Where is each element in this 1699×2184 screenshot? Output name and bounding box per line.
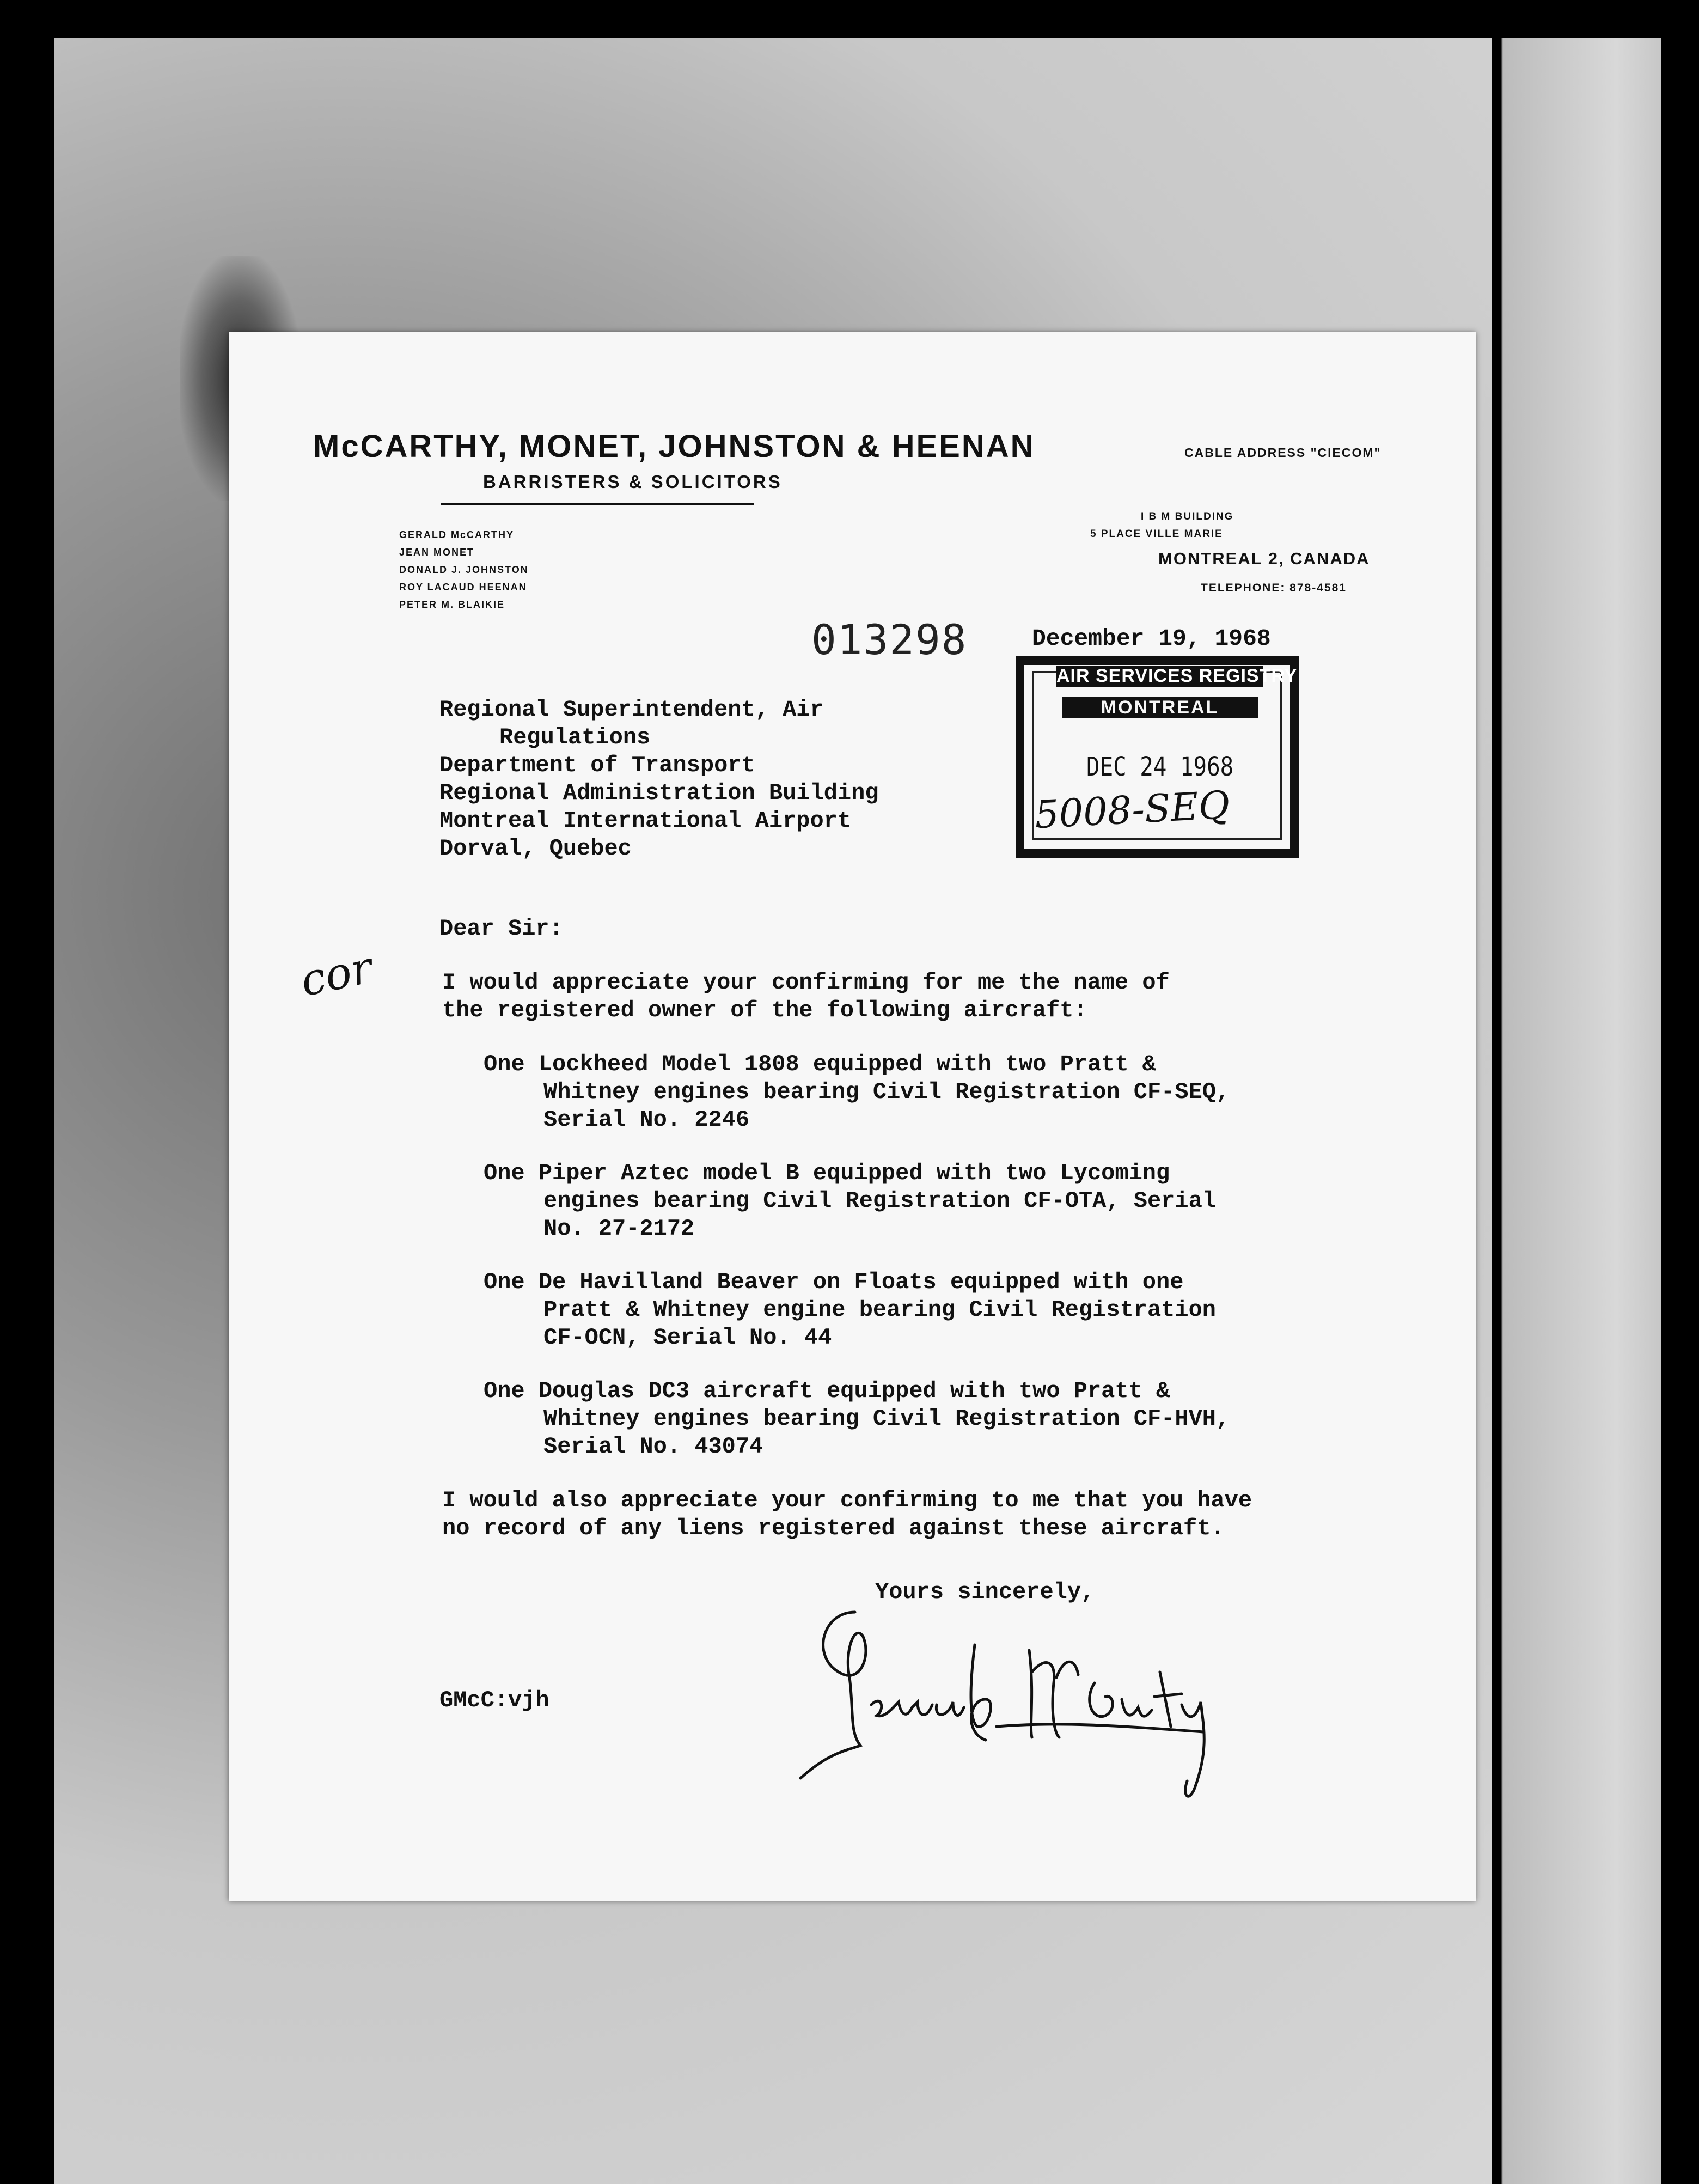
address-telephone: TELEPHONE: 878-4581 — [1201, 582, 1347, 594]
stamp-file-reference: 5008-SEQ — [1034, 782, 1231, 838]
aircraft-line: One Piper Aztec model B equipped with two Lycoming — [484, 1160, 1170, 1186]
complimentary-close: Yours sincerely, — [875, 1579, 1095, 1605]
stamp-office: AIR SERVICES REGISTRY — [1056, 666, 1298, 686]
partner-name: ROY LACAUD HEENAN — [399, 582, 527, 593]
intro-line: the registered owner of the following aircraft: — [442, 997, 1087, 1023]
cable-address: CABLE ADDRESS "CIECOM" — [1184, 446, 1382, 460]
file-number: 013298 — [811, 615, 968, 664]
recipient-line: Montreal International Airport — [439, 808, 852, 834]
signature — [790, 1590, 1280, 1819]
recipient-line: Regulations — [499, 724, 651, 751]
salutation: Dear Sir: — [439, 916, 563, 942]
aircraft-line: Pratt & Whitney engine bearing Civil Registration — [543, 1297, 1217, 1323]
aircraft-line: CF-OCN, Serial No. 44 — [543, 1325, 832, 1351]
address-street: 5 PLACE VILLE MARIE — [1090, 528, 1223, 540]
partner-name: PETER M. BLAIKIE — [399, 599, 505, 610]
aircraft-line: One Lockheed Model 1808 equipped with two Pratt & — [484, 1051, 1157, 1077]
reference-initials: GMcC:vjh — [439, 1687, 549, 1713]
aircraft-line: Serial No. 43074 — [543, 1433, 763, 1460]
partner-name: DONALD J. JOHNSTON — [399, 564, 529, 575]
board-right-edge — [1661, 38, 1699, 2184]
address-city: MONTREAL 2, CANADA — [1158, 549, 1370, 568]
closing-line: I would also appreciate your confirming to me that you have — [442, 1487, 1252, 1514]
margin-note: cor — [296, 942, 377, 1006]
aircraft-line: No. 27-2172 — [543, 1216, 695, 1242]
recipient-line: Regional Administration Building — [439, 780, 879, 806]
firm-name: McCARTHY, MONET, JOHNSTON & HEENAN — [313, 429, 1035, 464]
recipient-line: Dorval, Quebec — [439, 835, 632, 862]
letterhead-rule — [441, 503, 754, 505]
recipient-line: Department of Transport — [439, 752, 755, 778]
intro-line: I would appreciate your confirming for me the name of — [442, 969, 1170, 996]
closing-line: no record of any liens registered against these aircraft. — [442, 1515, 1225, 1541]
aircraft-line: One Douglas DC3 aircraft equipped with two Pratt & — [484, 1378, 1170, 1404]
stamp-date: DEC 24 1968 — [1086, 752, 1234, 782]
partner-name: GERALD McCARTHY — [399, 529, 515, 540]
letter-date: December 19, 1968 — [1032, 625, 1271, 652]
aircraft-line: Serial No. 2246 — [543, 1107, 750, 1133]
stamp-city: MONTREAL — [1062, 697, 1258, 718]
aircraft-line: engines bearing Civil Registration CF-OTA, Serial — [543, 1188, 1217, 1214]
aircraft-line: One De Havilland Beaver on Floats equipped with one — [484, 1269, 1184, 1295]
firm-subtitle: BARRISTERS & SOLICITORS — [483, 472, 783, 492]
recipient-line: Regional Superintendent, Air — [439, 697, 824, 723]
aircraft-line: Whitney engines bearing Civil Registration CF-SEQ, — [543, 1079, 1230, 1105]
partner-name: JEAN MONET — [399, 547, 475, 558]
address-building: I B M BUILDING — [1141, 511, 1234, 522]
aircraft-line: Whitney engines bearing Civil Registration CF-HVH, — [543, 1406, 1230, 1432]
